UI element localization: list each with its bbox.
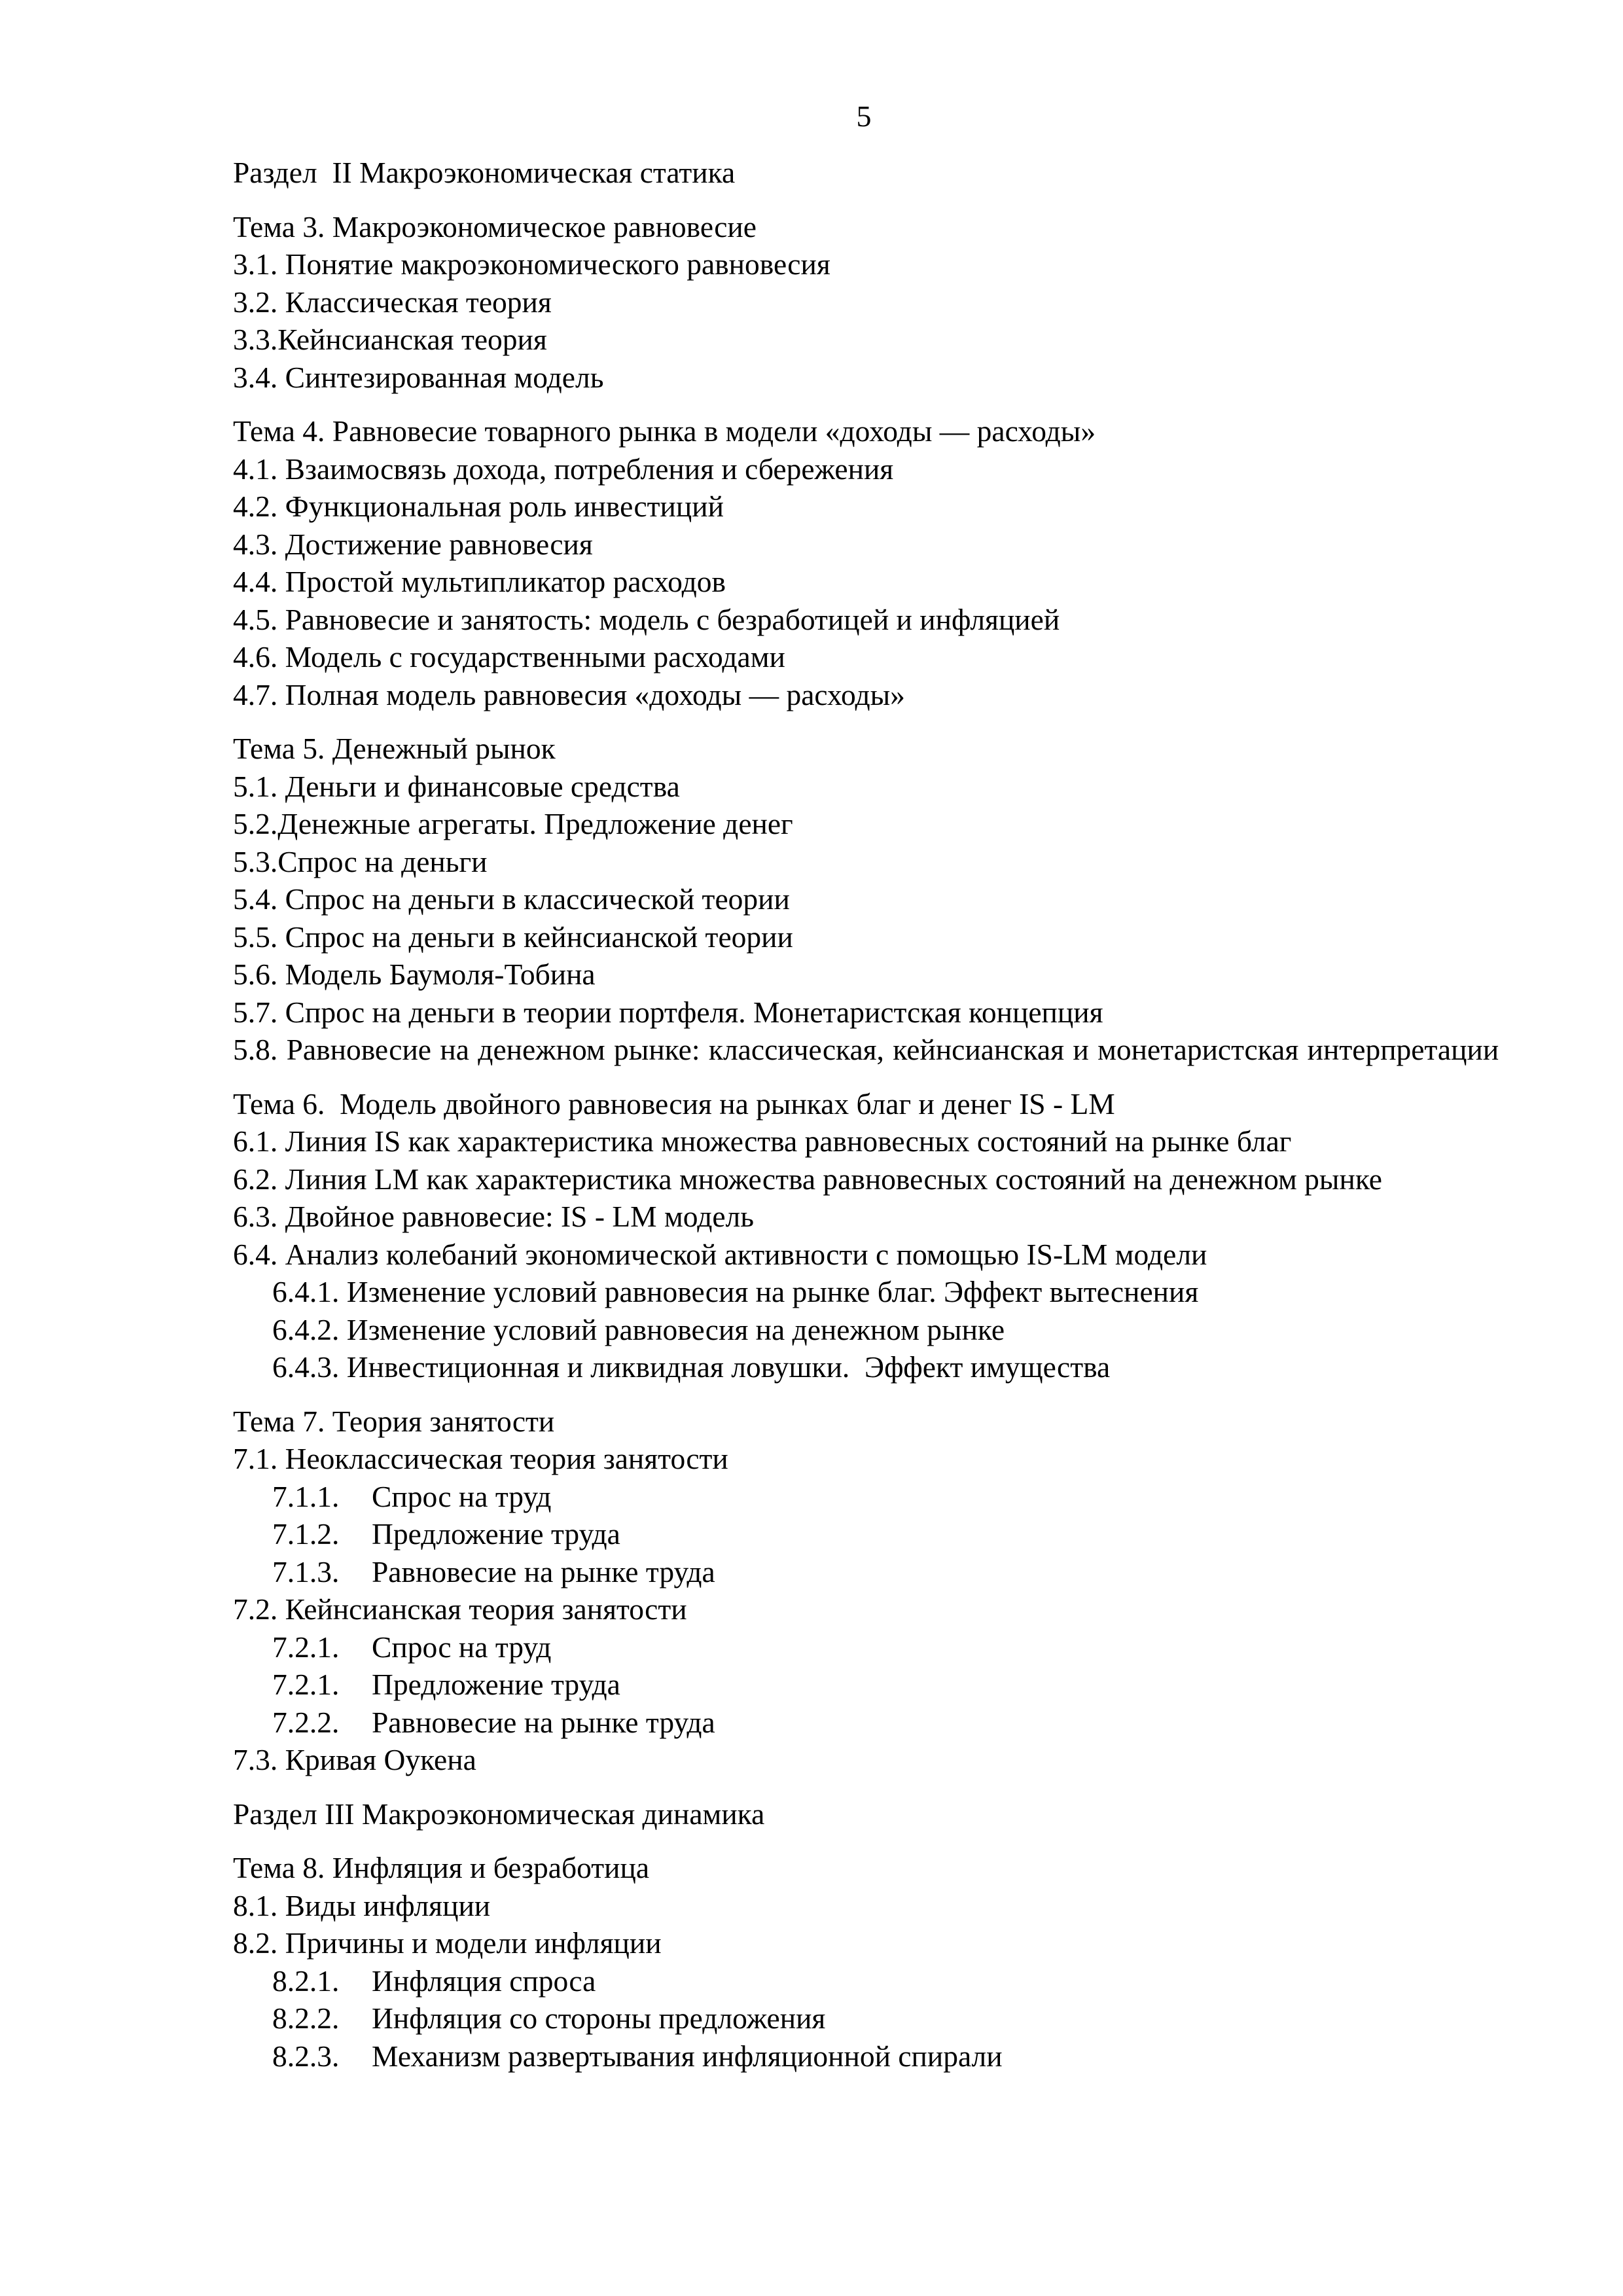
sub-item-text: Механизм развертывания инфляционной спирали <box>372 2039 1003 2073</box>
sub-item-number: 7.1.3. <box>272 1554 340 1588</box>
topic-heading: Тема 6. Модель двойного равновесия на рынках благ и денег IS - LM <box>233 1086 1115 1121</box>
section-heading: Раздел III Макроэкономическая динамика <box>233 1797 765 1831</box>
sub-item-number: 7.2.2. <box>272 1705 340 1739</box>
list-item: 5.2.Денежные агрегаты. Предложение денег <box>233 807 793 840</box>
sub-item-number: 8.2.3. <box>272 2039 340 2073</box>
sub-item-text: Предложение труда <box>372 1517 620 1551</box>
topic-heading: Тема 7. Теория занятости <box>233 1404 555 1438</box>
list-item: 3.2. Классическая теория <box>233 285 552 319</box>
sub-list-item: 6.4.2. Изменение условий равновесия на денежном рынке <box>272 1312 1005 1346</box>
list-item: 5.6. Модель Баумоля-Тобина <box>233 958 596 991</box>
sub-list-item <box>233 2037 1513 2075</box>
section-heading: Раздел II Макроэкономическая статика <box>233 156 736 189</box>
topic-heading: Тема 5. Денежный рынок <box>233 732 556 765</box>
list-item: 6.3. Двойное равновесие: IS - LM модель <box>233 1200 755 1233</box>
list-item: 3.4. Синтезированная модель <box>233 360 604 394</box>
sub-item-text: Инфляция спроса <box>372 1964 596 1998</box>
list-item: 5.4. Спрос на деньги в классической теории <box>233 882 790 916</box>
list-item: 6.2. Линия LM как характеристика множества равновесных состояний на денежном рынке <box>233 1162 1382 1196</box>
list-item: 4.2. Функциональная роль инвестиций <box>233 490 724 523</box>
sub-list-item: 6.4.3. Инвестиционная и ликвидная ловушки. Эффект имущества <box>272 1350 1111 1384</box>
list-item: 5.8. Равновесие на денежном рынке: классическая, кейнсианская и монетаристская интерпретации <box>233 1033 1499 1066</box>
list-item: 4.7. Полная модель равновесия «доходы — расходы» <box>233 677 905 711</box>
sub-item-number: 8.2.1. <box>272 1964 340 1998</box>
list-item: 4.5. Равновесие и занятость: модель с безработицей и инфляцией <box>233 602 1060 636</box>
sub-item-text: Равновесие на рынке труда <box>372 1554 715 1588</box>
list-item: 4.1. Взаимосвязь дохода, потребления и сбережения <box>233 452 894 486</box>
topic-heading: Тема 4. Равновесие товарного рынка в модели «доходы — расходы» <box>233 414 1096 448</box>
sub-item-number: 7.1.1. <box>272 1479 340 1513</box>
sub-list-item: 6.4.1. Изменение условий равновесия на рынке благ. Эффект вытеснения <box>272 1275 1199 1308</box>
sub-list-item <box>233 1515 1513 1553</box>
list-item: 4.3. Достижение равновесия <box>233 527 593 561</box>
sub-item-number: 8.2.2. <box>272 2001 340 2035</box>
list-item: 4.6. Модель с государственными расходами <box>233 640 785 673</box>
sub-item-number: 7.2.1. <box>272 1630 340 1664</box>
sub-item-text: Предложение труда <box>372 1668 620 1701</box>
topic-heading: Тема 3. Макроэкономическое равновесие <box>233 209 757 243</box>
list-item: 5.5. Спрос на деньги в кейнсианской теории <box>233 920 793 954</box>
list-item: 7.2. Кейнсианская теория занятости <box>233 1592 687 1626</box>
list-item: 3.3.Кейнсианская теория <box>233 323 547 356</box>
sub-item-text: Спрос на труд <box>372 1479 552 1513</box>
list-item: 7.3. Кривая Оукена <box>233 1743 476 1776</box>
list-item: 6.1. Линия IS как характеристика множества равновесных состояний на рынке благ <box>233 1124 1292 1158</box>
sub-item-text: Равновесие на рынке труда <box>372 1705 715 1739</box>
list-item: 8.1. Виды инфляции <box>233 1888 491 1922</box>
topic-heading: Тема 8. Инфляция и безработица <box>233 1851 650 1884</box>
list-item: 8.2. Причины и модели инфляции <box>233 1926 662 1960</box>
list-item: 5.3.Спрос на деньги <box>233 844 488 878</box>
page-number: 5 <box>856 99 872 133</box>
sub-list-item <box>233 1666 1513 1704</box>
sub-item-number: 7.2.1. <box>272 1668 340 1701</box>
list-item: 5.1. Деньги и финансовые средства <box>233 769 680 803</box>
list-item: 5.7. Спрос на деньги в теории портфеля. Монетаристская концепция <box>233 995 1103 1029</box>
sub-list-item <box>233 2000 1513 2037</box>
list-item: 6.4. Анализ колебаний экономической активности с помощью IS-LM модели <box>233 1237 1207 1271</box>
sub-list-item <box>233 1478 1513 1516</box>
sub-list-item <box>233 1553 1513 1591</box>
sub-list-item <box>233 1628 1513 1666</box>
sub-item-text: Спрос на труд <box>372 1630 552 1664</box>
sub-list-item <box>233 1962 1513 2000</box>
sub-list-item <box>233 1704 1513 1742</box>
sub-item-text: Инфляция со стороны предложения <box>372 2001 826 2035</box>
sub-item-number: 7.1.2. <box>272 1517 340 1551</box>
syllabus-content <box>233 154 1513 2075</box>
list-item: 7.1. Неоклассическая теория занятости <box>233 1442 728 1475</box>
list-item: 4.4. Простой мультипликатор расходов <box>233 565 726 598</box>
list-item: 3.1. Понятие макроэкономического равновесия <box>233 247 830 281</box>
